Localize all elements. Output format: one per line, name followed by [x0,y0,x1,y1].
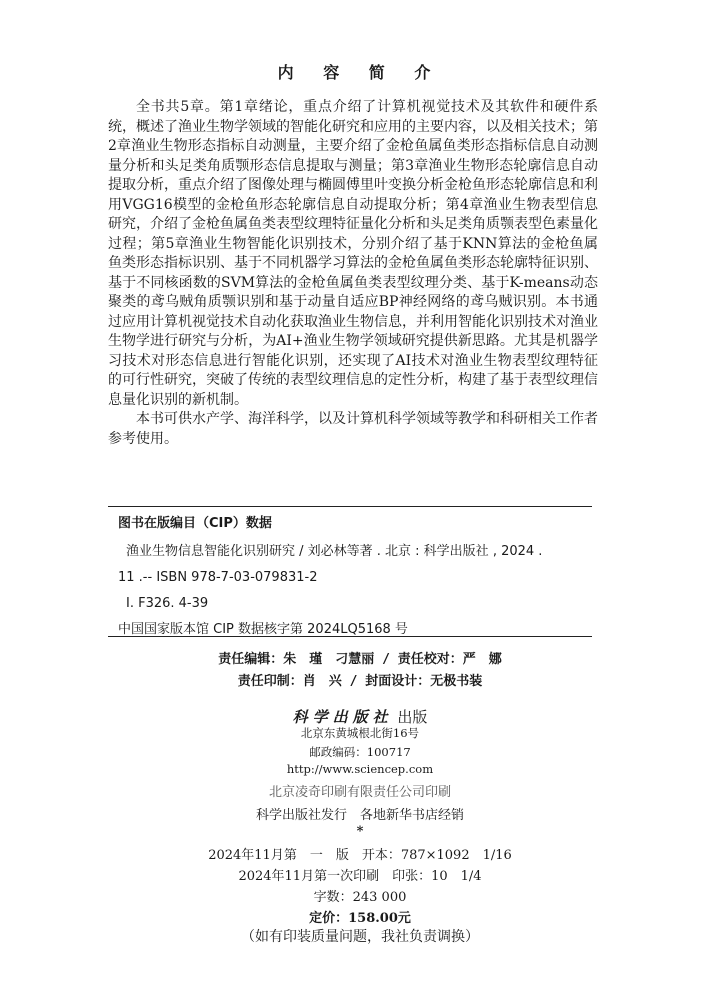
publisher-name [0,706,720,727]
publisher-logo: 科学出版社 [292,708,393,726]
cip-verification: 中国国家版本馆 CIP 数据核字第 2024LQ5168 号 [118,622,408,637]
cip-bottom-rule [108,636,592,637]
quality-note: （如有印装质量问题，我社负责调换） [241,929,479,945]
printer-line: 北京凌奇印刷有限责任公司印刷 [268,785,451,800]
edition-line: 2024年11月第一次印刷 印张：10 1/4 [238,869,482,884]
cip-classification: Ⅰ. F326. 4-39 [126,596,209,611]
publisher-postcode: 邮政编码：100717 [309,745,411,759]
summary-paragraph: 本书可供水产学、海洋科学，以及计算机科学领域等教学和科研相关工作者参考使用。 [108,411,598,447]
staff-line: 责任编辑：朱 瑾 刁慧丽 / 责任校对：严 娜 [218,652,502,667]
staff-line: 责任印制：肖 兴 / 封面设计：无极书装 [237,674,483,689]
price: 定价：158.00元 [309,911,411,926]
summary-paragraph: 全书共5章。第1章绪论，重点介绍了计算机视觉技术及其软件和硬件系统，概述了渔业生物学领域的智能化研究和应用的主要内容，以及相关技术；第2章渔业生物形态指标自动测量，主要介绍了金枪鱼属鱼类形态指标信息自动测量分析和头足类角质颚形态信息提取与测量；第3章渔业生物形态轮廓信息自动提取分析，重点介绍了图像处理与椭圆傅里叶变换分析金枪鱼形态轮廓信息和利用VGG16模型的金枪鱼形态轮廓信息自动提取分析；第4章渔业生物表型信息研究，介绍了金枪鱼属鱼类表型纹理特征量化分析和头足类角质颚表型色素量化过程；第5章渔业生物智能化识别技术，分别介绍了基于KNN算法的金枪鱼属鱼类形态指标识别、基于不同机器学习算法的金枪鱼属鱼类形态轮廓特征识别、基于不同核函数的SVM算法的金枪鱼属鱼类表型纹理分类、基于K-means动态聚类的鸢乌贼角质颚识别和基于动量自适应BP神经网络的鸢乌贼识别。本书通过应用计算机视觉技术自动化获取渔业生物信息，并利用智能化识别技术对渔业生物学进行研究与分析，为AI+渔业生物学领域研究提供新思路。尤其是机器学习技术对形态信息进行智能化识别，还实现了AI技术对渔业生物表型纹理特征的可行性研究，突破了传统的表型纹理信息的定性分析，构建了基于表型纹理信息量化识别的新机制。 [108,99,598,408]
cip-entry-line: 11 .-- ISBN 978-7-03-079831-2 [118,570,318,585]
distribution-line: 科学出版社发行 各地新华书店经销 [255,808,464,823]
cip-heading: 图书在版编目（CIP）数据 [118,516,272,531]
separator-star: * [356,824,364,839]
cip-top-rule [108,506,592,507]
publisher-website: http://www.sciencep.com [286,762,434,776]
edition-line: 2024年11月第 一 版 开本：787×1092 1/16 [208,848,512,863]
cip-entry-line: 渔业生物信息智能化识别研究 / 刘必林等著 . 北京 : 科学出版社 , 2024 . [126,544,543,559]
summary-text [108,98,598,449]
word-count: 字数：243 000 [313,890,407,905]
cip-block [118,512,594,643]
summary-heading: 内 容 简 介 [277,63,443,82]
publisher-address: 北京东黄城根北街16号 [300,726,420,740]
publisher-suffix: 出版 [397,708,428,726]
